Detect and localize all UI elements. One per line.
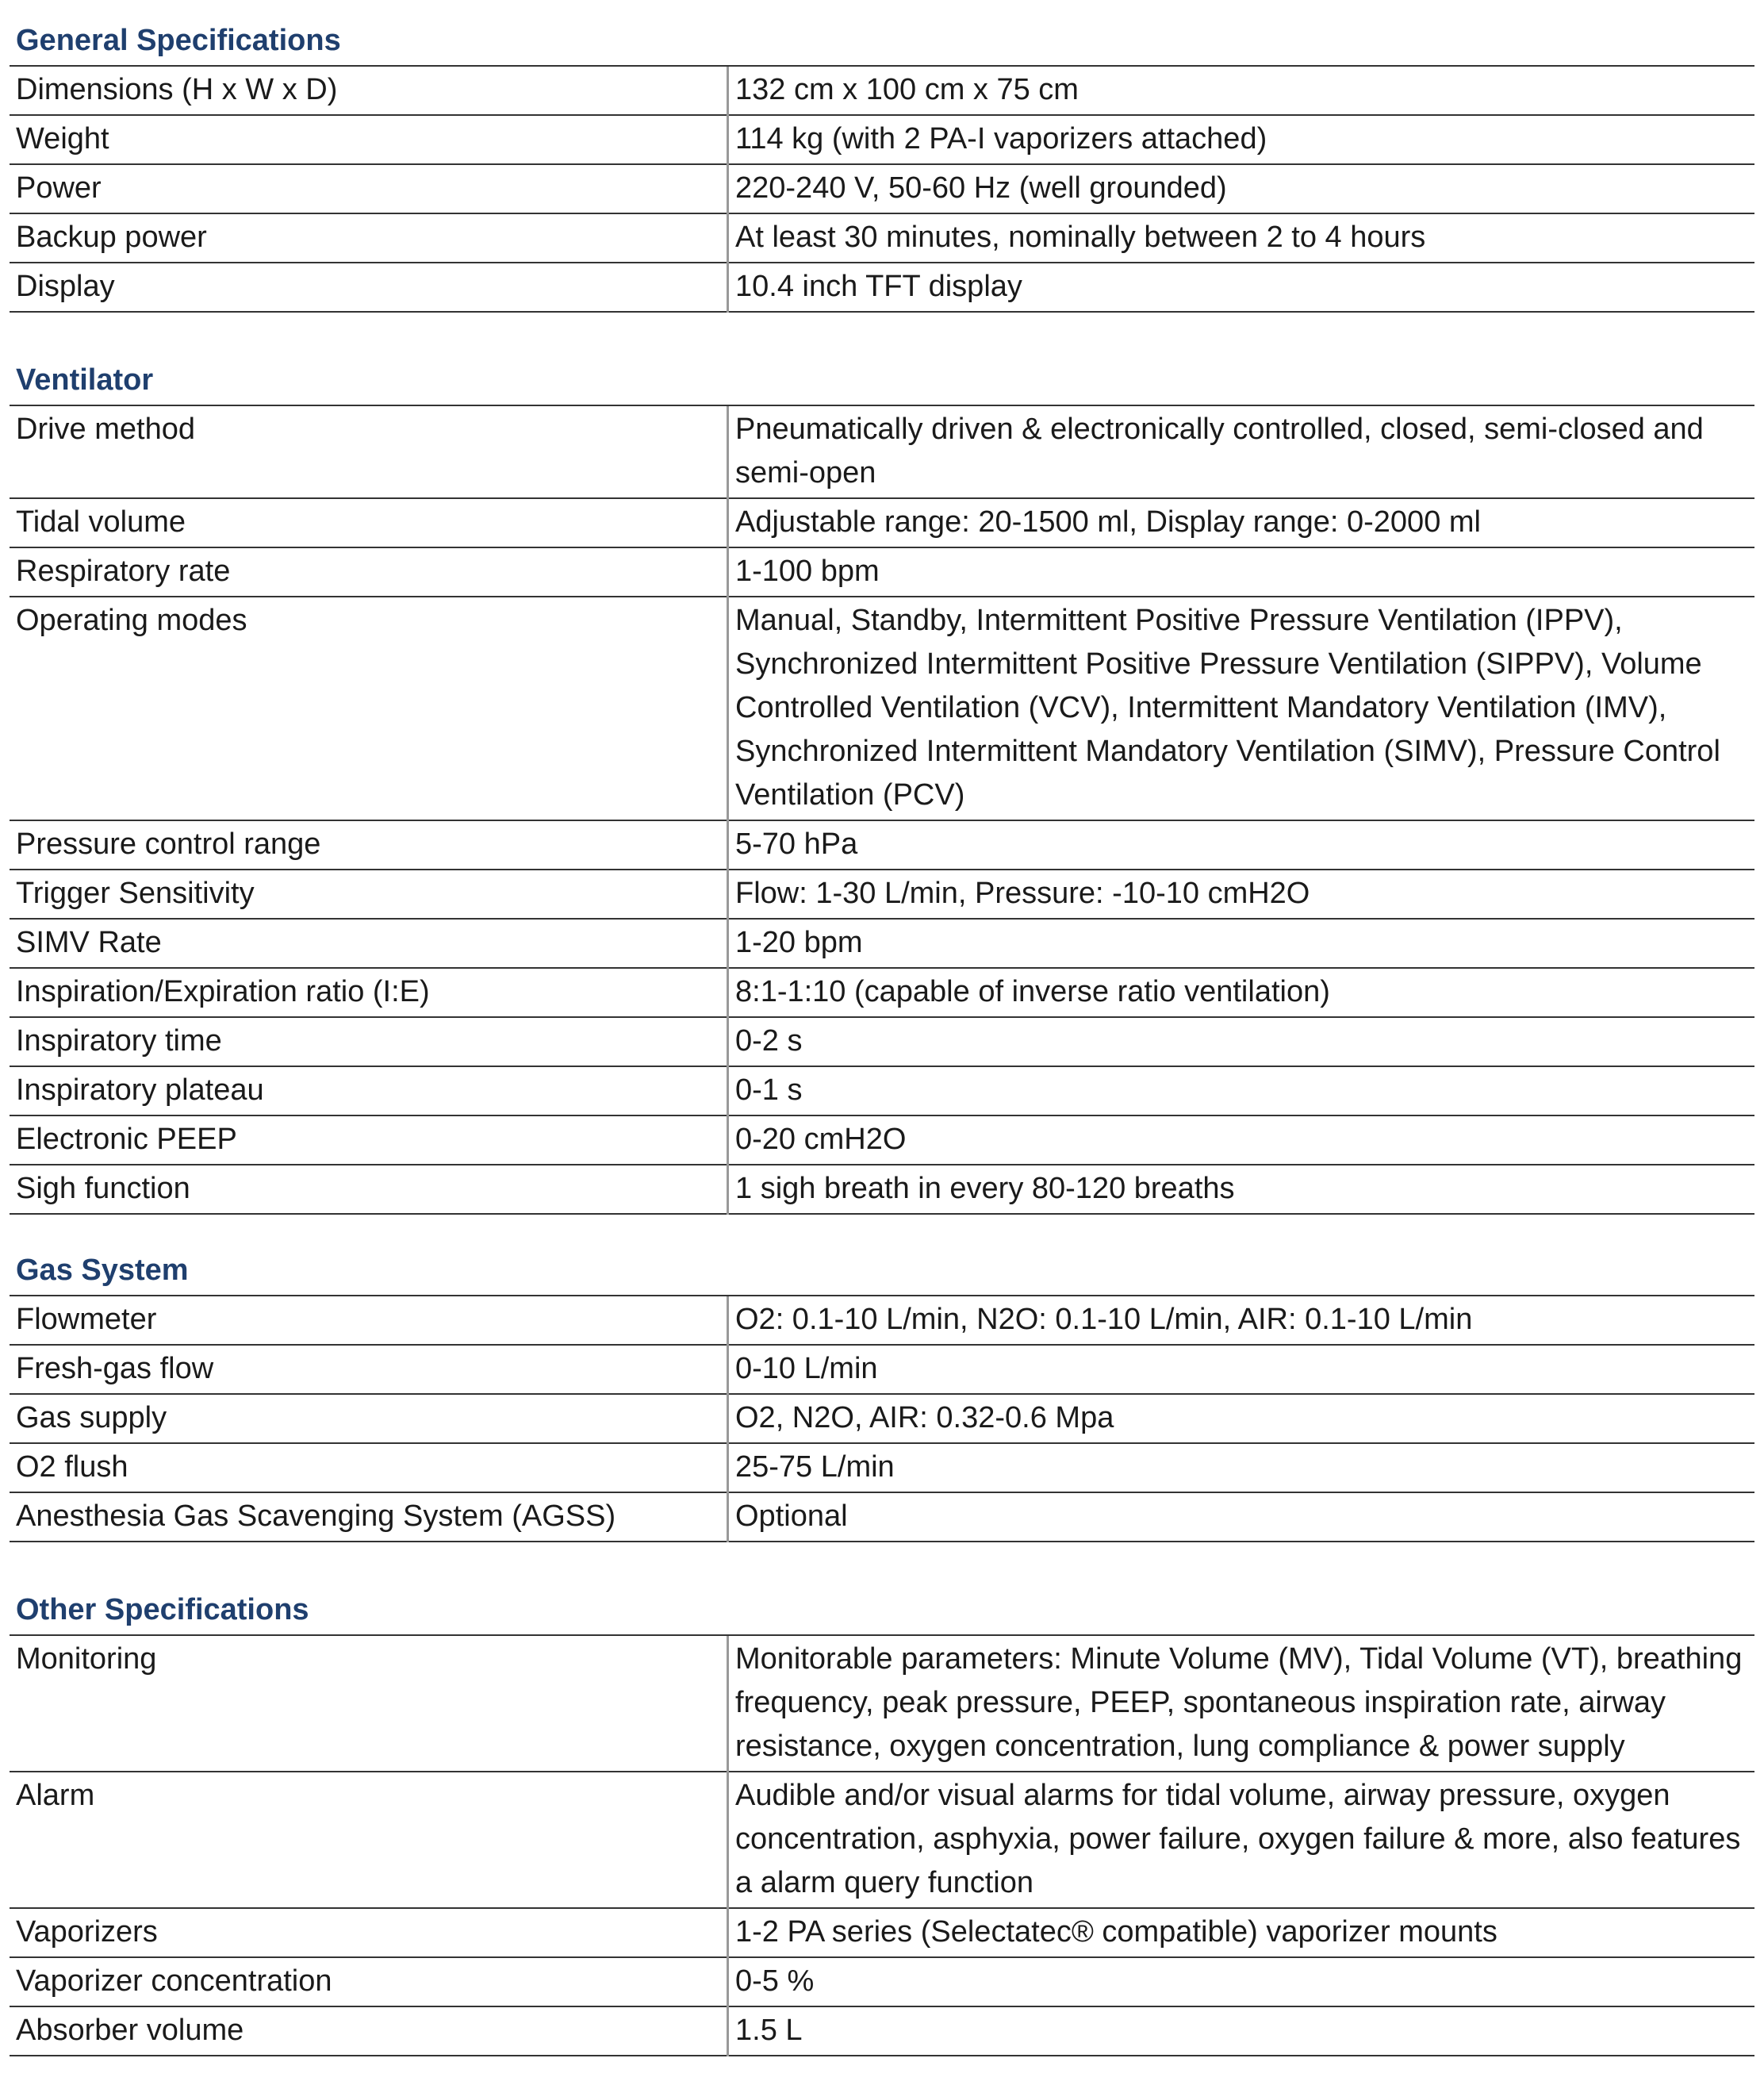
table-row xyxy=(10,1492,1754,1542)
spec-label: Flowmeter xyxy=(10,1296,728,1345)
section-title: Gas System xyxy=(10,1246,1754,1296)
spec-label: Power xyxy=(10,164,728,213)
table-row xyxy=(10,1115,1754,1165)
spec-value: 114 kg (with 2 PA-I vaporizers attached) xyxy=(728,115,1755,164)
table-row xyxy=(10,1066,1754,1115)
spec-label: Drive method xyxy=(10,406,728,498)
spec-value: 10.4 inch TFT display xyxy=(728,263,1755,312)
table-row xyxy=(10,164,1754,213)
spec-value: 1-100 bpm xyxy=(728,547,1755,597)
table-row xyxy=(10,1957,1754,2006)
spec-value: 0-5 % xyxy=(728,1957,1755,2006)
spec-value: 1 sigh breath in every 80-120 breaths xyxy=(728,1165,1755,1214)
spec-value: Flow: 1-30 L/min, Pressure: -10-10 cmH2O xyxy=(728,870,1755,919)
table-row xyxy=(10,263,1754,312)
table-row xyxy=(10,1636,1754,1772)
spec-label: Vaporizers xyxy=(10,1908,728,1957)
table-row xyxy=(10,820,1754,870)
spec-label: Respiratory rate xyxy=(10,547,728,597)
table-row xyxy=(10,498,1754,547)
spec-value: Manual, Standby, Intermittent Positive Pressure Ventilation (IPPV), Synchronized Intermittent Positive Pressure Ventilation (SIPPV), Volume Controlled Ventilation (VCV), Intermittent Mandatory Ventilation (IMV), Synchronized Intermittent Mandatory Ventilation (SIMV), Pressure Control Ventilation (PCV) xyxy=(728,597,1755,820)
spec-value: 220-240 V, 50-60 Hz (well grounded) xyxy=(728,164,1755,213)
spec-label: Alarm xyxy=(10,1772,728,1908)
table-row xyxy=(10,597,1754,820)
spec-label: Inspiratory plateau xyxy=(10,1066,728,1115)
spec-label: Backup power xyxy=(10,213,728,263)
table-row xyxy=(10,870,1754,919)
spec-label: Vaporizer concentration xyxy=(10,1957,728,2006)
section-title: Other Specifications xyxy=(10,1585,1754,1636)
spec-label: Fresh-gas flow xyxy=(10,1345,728,1394)
spec-value: Optional xyxy=(728,1492,1755,1542)
spec-value: 0-1 s xyxy=(728,1066,1755,1115)
spec-value: O2: 0.1-10 L/min, N2O: 0.1-10 L/min, AIR: 0.1-10 L/min xyxy=(728,1296,1755,1345)
spec-label: O2 flush xyxy=(10,1443,728,1492)
table-row xyxy=(10,1017,1754,1066)
spec-value: At least 30 minutes, nominally between 2 to 4 hours xyxy=(728,213,1755,263)
section-gas-system xyxy=(10,1246,1754,1542)
spec-label: Inspiratory time xyxy=(10,1017,728,1066)
table-row xyxy=(10,968,1754,1017)
spec-value: 5-70 hPa xyxy=(728,820,1755,870)
spec-value: 0-20 cmH2O xyxy=(728,1115,1755,1165)
table-row xyxy=(10,406,1754,498)
spec-value: 8:1-1:10 (capable of inverse ratio ventilation) xyxy=(728,968,1755,1017)
spec-value: 25-75 L/min xyxy=(728,1443,1755,1492)
section-title: Ventilator xyxy=(10,355,1754,406)
spec-value: Adjustable range: 20-1500 ml, Display range: 0-2000 ml xyxy=(728,498,1755,547)
spec-value: Pneumatically driven & electronically controlled, closed, semi-closed and semi-open xyxy=(728,406,1755,498)
table-row xyxy=(10,67,1754,115)
spec-value: 1-2 PA series (Selectatec® compatible) vaporizer mounts xyxy=(728,1908,1755,1957)
table-row xyxy=(10,1165,1754,1214)
table-row xyxy=(10,213,1754,263)
spec-value: 1.5 L xyxy=(728,2006,1755,2056)
table-row xyxy=(10,115,1754,164)
spec-label: SIMV Rate xyxy=(10,919,728,968)
spec-label: Pressure control range xyxy=(10,820,728,870)
spec-label: Electronic PEEP xyxy=(10,1115,728,1165)
spec-value: O2, N2O, AIR: 0.32-0.6 Mpa xyxy=(728,1394,1755,1443)
spec-value: Monitorable parameters: Minute Volume (MV), Tidal Volume (VT), breathing frequency, peak pressure, PEEP, spontaneous inspiration rate, airway resistance, oxygen concentration, lung compliance & power supply xyxy=(728,1636,1755,1772)
section-other xyxy=(10,1585,1754,2056)
table-row xyxy=(10,2006,1754,2056)
table-row xyxy=(10,1443,1754,1492)
spec-label: Absorber volume xyxy=(10,2006,728,2056)
spec-label: Operating modes xyxy=(10,597,728,820)
spec-label: Sigh function xyxy=(10,1165,728,1214)
section-title: General Specifications xyxy=(10,16,1754,67)
table-row xyxy=(10,547,1754,597)
spec-label: Weight xyxy=(10,115,728,164)
table-row xyxy=(10,1345,1754,1394)
spec-value: 0-2 s xyxy=(728,1017,1755,1066)
spec-label: Monitoring xyxy=(10,1636,728,1772)
spec-label: Inspiration/Expiration ratio (I:E) xyxy=(10,968,728,1017)
table-row xyxy=(10,1394,1754,1443)
spec-value: 1-20 bpm xyxy=(728,919,1755,968)
spec-label: Trigger Sensitivity xyxy=(10,870,728,919)
table-row xyxy=(10,1908,1754,1957)
spec-label: Anesthesia Gas Scavenging System (AGSS) xyxy=(10,1492,728,1542)
table-row xyxy=(10,919,1754,968)
spec-label: Gas supply xyxy=(10,1394,728,1443)
spec-value: Audible and/or visual alarms for tidal volume, airway pressure, oxygen concentration, asphyxia, power failure, oxygen failure & more, also features a alarm query function xyxy=(728,1772,1755,1908)
spec-table xyxy=(10,406,1754,1215)
spec-label: Tidal volume xyxy=(10,498,728,547)
table-row xyxy=(10,1772,1754,1908)
section-general xyxy=(10,16,1754,313)
spec-value: 132 cm x 100 cm x 75 cm xyxy=(728,67,1755,115)
section-ventilator xyxy=(10,355,1754,1215)
spec-label: Dimensions (H x W x D) xyxy=(10,67,728,115)
spec-value: 0-10 L/min xyxy=(728,1345,1755,1394)
spec-table xyxy=(10,1296,1754,1542)
table-row xyxy=(10,1296,1754,1345)
spec-table xyxy=(10,1636,1754,2056)
spec-label: Display xyxy=(10,263,728,312)
spec-table xyxy=(10,67,1754,313)
